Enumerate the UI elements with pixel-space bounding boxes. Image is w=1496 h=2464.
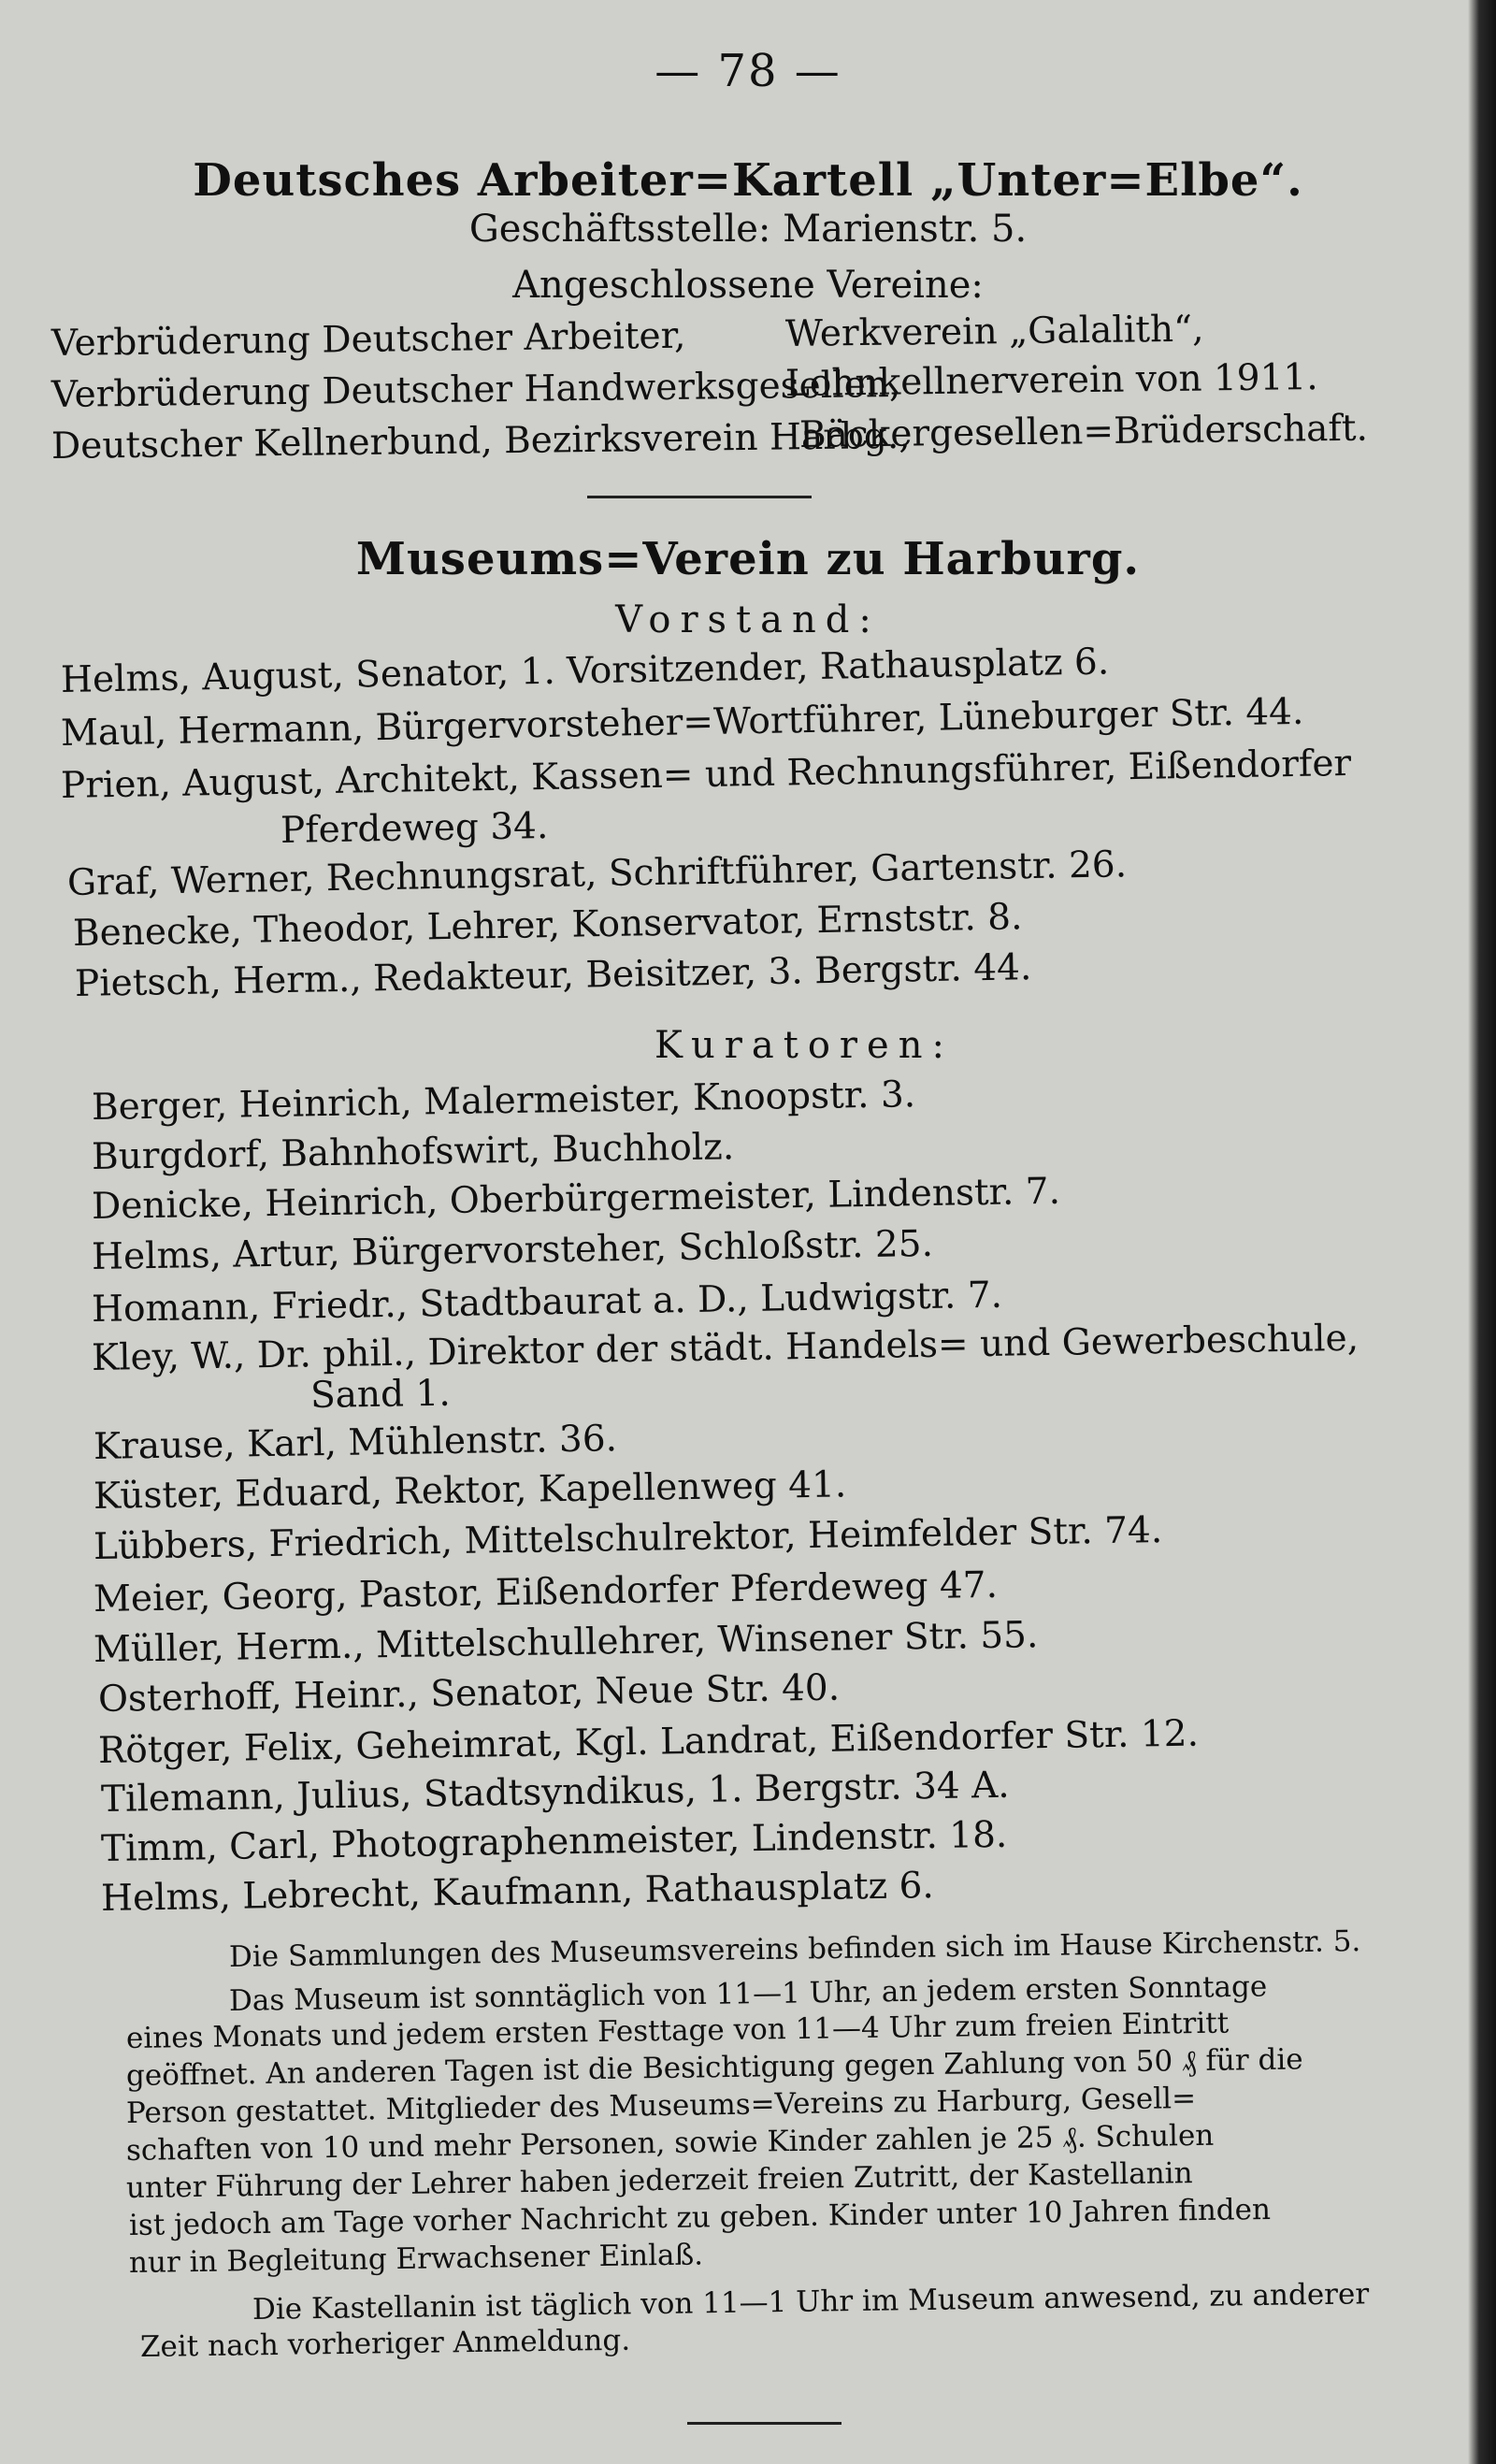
museum-note: ist jedoch am Tage vorher Nachricht zu geben. Kinder unter 10 Jahren finden [128,2192,1272,2242]
curator: Helms, Lebrecht, Kaufmann, Rathausplatz 6. [100,1865,935,1920]
curator: Krause, Karl, Mühlenstr. 36. [93,1418,618,1468]
kartell-member-left: Verbrüderung Deutscher Arbeiter, [50,314,686,365]
kartell-member-left: Deutscher Kellnerbund, Bezirksverein Harbg., [50,414,911,468]
curator: Timm, Carl, Photographenmeister, Lindenstr. 18. [100,1813,1008,1870]
curator: Lübbers, Friedrich, Mittelschulrektor, Heimfelder Str. 74. [93,1509,1163,1568]
museum-note: schaften von 10 und mehr Personen, sowie Kinder zahlen je 25 ₰. Schulen [125,2118,1215,2168]
museum-note: Person gestattet. Mitglieder des Museums=Vereins zu Harburg, Gesell= [125,2082,1197,2130]
curator: Meier, Georg, Pastor, Eißendorfer Pferdeweg 47. [93,1563,999,1621]
curators-heading: Kuratoren: [654,1024,954,1067]
museum-note: Die Sammlungen des Museumsvereins befinden sich im Hause Kirchenstr. 5. [228,1924,1361,1974]
curator: Helms, Artur, Bürgervorsteher, Schloßstr. 25. [91,1222,934,1278]
page-number: — 78 — [654,45,842,97]
page-edge-shadow [1468,0,1496,2464]
museum-note: eines Monats und jedem ersten Festtage von 11—4 Uhr zum freien Eintritt [125,2006,1230,2055]
curator: Burgdorf, Bahnhofswirt, Buchholz. [91,1126,735,1178]
kartell-title: Deutsches Arbeiter=Kartell „Unter=Elbe“. [193,154,1303,207]
board-member: Maul, Hermann, Bürgervorsteher=Wortführer, Lüneburger Str. 44. [60,690,1304,755]
curator: Homann, Friedr., Stadtbaurat a. D., Ludwigstr. 7. [91,1274,1003,1331]
curator: Küster, Eduard, Rektor, Kapellenweg 41. [93,1463,847,1518]
kartell-member-right: Bäckergesellen=Brüderschaft. [798,407,1369,456]
museum-note: Die Kastellanin ist täglich von 11—1 Uhr im Museum anwesend, zu anderer [252,2277,1370,2327]
curator: Müller, Herm., Mittelschullehrer, Winsener Str. 55. [93,1614,1039,1671]
board-member: Pietsch, Herm., Redakteur, Beisitzer, 3. Bergstr. 44. [74,946,1032,1005]
section-divider [687,2422,842,2425]
curator: Osterhoff, Heinr., Senator, Neue Str. 40. [97,1666,841,1721]
curator: Rötger, Felix, Geheimrat, Kgl. Landrat, Eißendorfer Str. 12. [97,1712,1200,1772]
board-member-continuation: Pferdeweg 34. [280,805,549,852]
museum-title: Museums=Verein zu Harburg. [355,533,1141,585]
museum-note: Zeit nach vorheriger Anmeldung. [139,2323,631,2364]
board-member: Benecke, Theodor, Lehrer, Konservator, Ernststr. 8. [72,896,1023,955]
section-divider [587,496,812,498]
kartell-members-heading: Angeschlossene Vereine: [512,264,984,307]
kartell-member-left: Verbrüderung Deutscher Handwerksgesellen, [50,363,901,416]
board-member: Helms, August, Senator, 1. Vorsitzender, Rathausplatz 6. [60,641,1110,701]
museum-note: unter Führung der Lehrer haben jederzeit freien Zutritt, der Kastellanin [125,2156,1193,2205]
curator: Berger, Heinrich, Malermeister, Knoopstr. 3. [91,1073,916,1129]
curator: Denicke, Heinrich, Oberbürgermeister, Lindenstr. 7. [91,1170,1061,1228]
board-heading: Vorstand: [615,598,881,641]
kartell-member-right: Lohnkellnerverein von 1911. [784,356,1318,405]
curator: Tilemann, Julius, Stadtsyndikus, 1. Bergstr. 34 A. [100,1764,1010,1821]
curator: Kley, W., Dr. phil., Direktor der städt. Handels= und Gewerbeschule, [91,1317,1359,1379]
curator-continuation: Sand 1. [309,1372,452,1417]
museum-note: Das Museum ist sonntäglich von 11—1 Uhr, an jedem ersten Sonntage [228,1969,1268,2018]
kartell-office: Geschäftsstelle: Marienstr. 5. [468,208,1028,251]
kartell-member-right: Werkverein „Galalith“, [784,308,1204,355]
board-member: Graf, Werner, Rechnungsrat, Schriftführer, Gartenstr. 26. [66,843,1128,904]
museum-note: geöffnet. An anderen Tagen ist die Besichtigung gegen Zahlung von 50 ₰ für die [125,2042,1303,2093]
board-member: Prien, August, Architekt, Kassen= und Rechnungsführer, Eißendorfer [60,742,1352,807]
museum-note: nur in Begleitung Erwachsener Einlaß. [128,2238,704,2280]
